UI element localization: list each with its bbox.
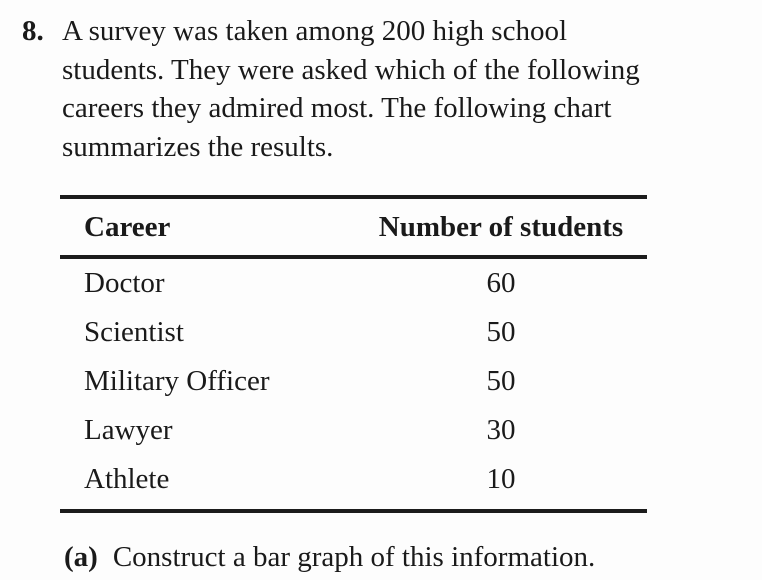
problem-statement bbox=[62, 12, 640, 166]
careers-data-table bbox=[60, 195, 647, 513]
count-cell: 50 bbox=[486, 365, 516, 397]
problem-text-line: A survey was taken among 200 high school bbox=[62, 15, 568, 47]
career-cell: Athlete bbox=[84, 463, 170, 495]
subquestion-a-label: (a) bbox=[64, 541, 98, 573]
table-header-row bbox=[60, 199, 647, 255]
count-cell: 50 bbox=[486, 316, 516, 348]
career-cell: Lawyer bbox=[84, 414, 173, 446]
table-header-count: Number of students bbox=[378, 210, 624, 243]
career-cell: Scientist bbox=[84, 316, 184, 348]
count-cell: 60 bbox=[486, 267, 516, 299]
table-row bbox=[60, 357, 647, 406]
career-cell: Doctor bbox=[84, 267, 165, 299]
table-bottom-rule bbox=[60, 509, 647, 513]
table-header-career: Career bbox=[84, 210, 171, 243]
table-row bbox=[60, 455, 647, 504]
table-row bbox=[60, 308, 647, 357]
career-cell: Military Officer bbox=[84, 365, 270, 397]
problem-text-line: summarizes the results. bbox=[62, 130, 334, 163]
subquestion-a-text: Construct a bar graph of this information. bbox=[112, 541, 596, 573]
problem-text-line: students. They were asked which of the following bbox=[62, 53, 640, 86]
table-body bbox=[60, 259, 647, 504]
subquestion-a bbox=[64, 541, 595, 574]
table-row bbox=[60, 259, 647, 308]
count-cell: 10 bbox=[486, 463, 516, 495]
question-number: 8. bbox=[22, 15, 44, 47]
table-row bbox=[60, 406, 647, 455]
count-cell: 30 bbox=[486, 414, 516, 446]
problem-text-line: careers they admired most. The following chart bbox=[62, 92, 612, 124]
